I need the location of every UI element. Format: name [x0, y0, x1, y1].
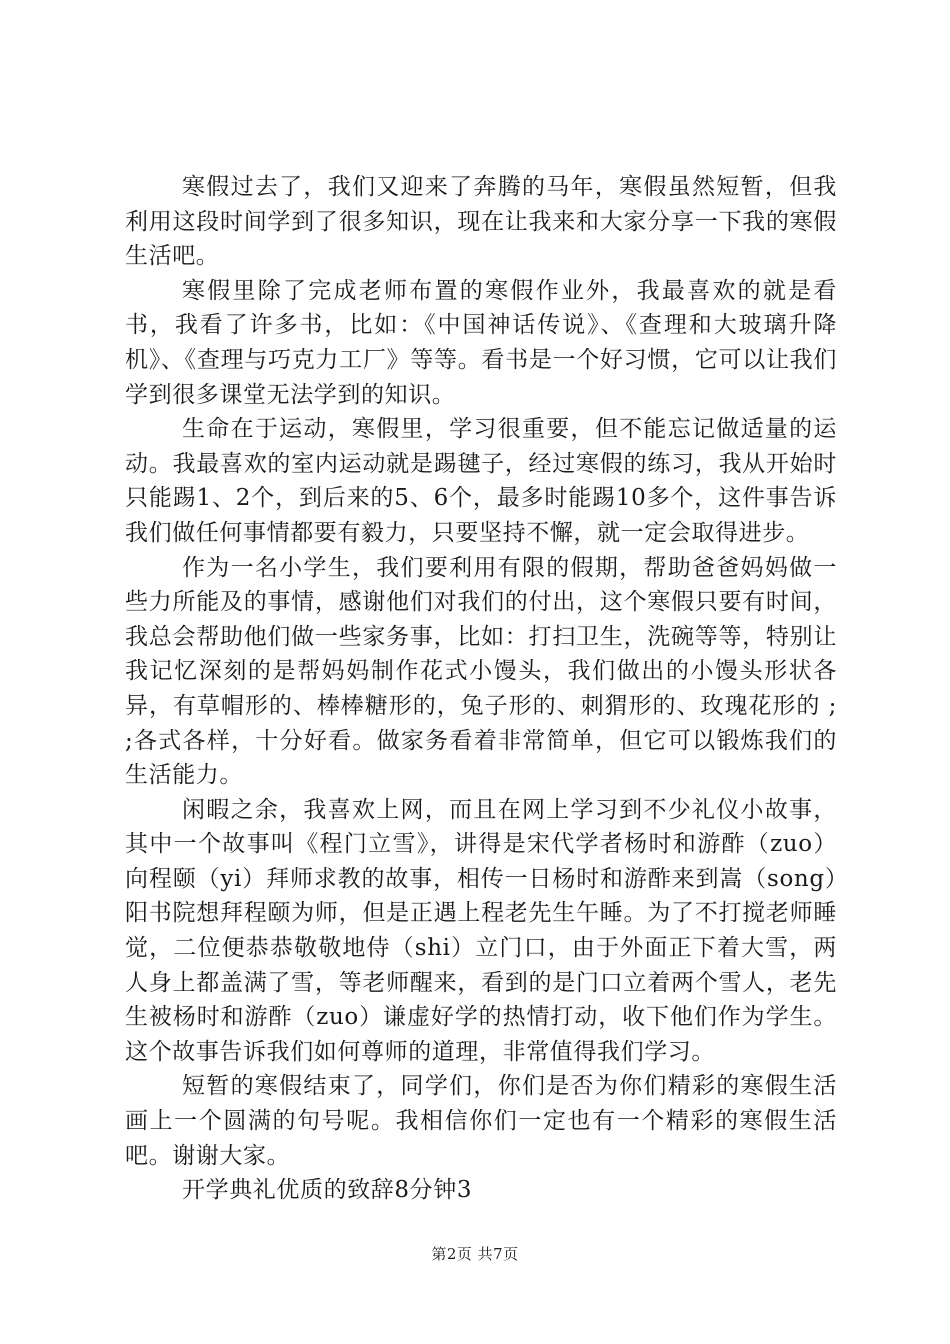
paragraph-closing: 短暂的寒假结束了，同学们，你们是否为你们精彩的寒假生活画上一个圆满的句号呢。我相信你们一定也有一个精彩的寒假生活吧。谢谢大家。 [125, 1073, 837, 1169]
page-footer: 第2页 共7页 [431, 1245, 519, 1263]
document-body [125, 170, 837, 1208]
paragraph-winter-intro: 寒假过去了，我们又迎来了奔腾的马年，寒假虽然短暂，但我利用这段时间学到了很多知识，现在让我来和大家分享一下我的寒假生活吧。 [125, 174, 837, 270]
paragraph-housework: 作为一名小学生，我们要利用有限的假期，帮助爸爸妈妈做一些力所能及的事情，感谢他们对我们的付出，这个寒假只要有时间，我总会帮助他们做一些家务事，比如：打扫卫生，洗碗等等，特别让我记忆深刻的是帮妈妈制作花式小馒头，我们做出的小馒头形状各异，有草帽形的、棒棒糖形的，兔子形的、刺猬形的、玫瑰花形的 ; ;各式各样，十分好看。做家务看着非常简单，但它可以锻炼我们的生活能力。 [125, 554, 837, 789]
paragraph-section-title: 开学典礼优质的致辞8分钟3 [182, 1177, 473, 1204]
paragraph-story: 闲暇之余，我喜欢上网，而且在网上学习到不少礼仪小故事，其中一个故事叫《程门立雪》，讲得是宋代学者杨时和游酢（zuo）向程颐（yi）拜师求教的故事，相传一日杨时和游酢来到嵩（song）阳书院想拜程颐为师，但是正遇上程老先生午睡。为了不打搅老师睡觉，二位便恭恭敬敬地侍（shi）立门口，由于外面正下着大雪，两人身上都盖满了雪，等老师醒来，看到的是门口立着两个雪人，老先生被杨时和游酢（zuo）谦虚好学的热情打动，收下他们作为学生。这个故事告诉我们如何尊师的道理，非常值得我们学习。 [125, 796, 837, 1065]
paragraph-reading: 寒假里除了完成老师布置的寒假作业外，我最喜欢的就是看书，我看了许多书，比如：《中国神话传说》、《查理和大玻璃升降机》、《查理与巧克力工厂》等等。看书是一个好习惯，它可以让我们学到很多课堂无法学到的知识。 [125, 277, 837, 408]
paragraph-exercise: 生命在于运动，寒假里，学习很重要，但不能忘记做适量的运动。我最喜欢的室内运动就是踢毽子，经过寒假的练习，我从开始时只能踢1、2个，到后来的5、6个，最多时能踢10多个，这件事告诉我们做任何事情都要有毅力，只要坚持不懈，就一定会取得进步。 [125, 416, 837, 546]
